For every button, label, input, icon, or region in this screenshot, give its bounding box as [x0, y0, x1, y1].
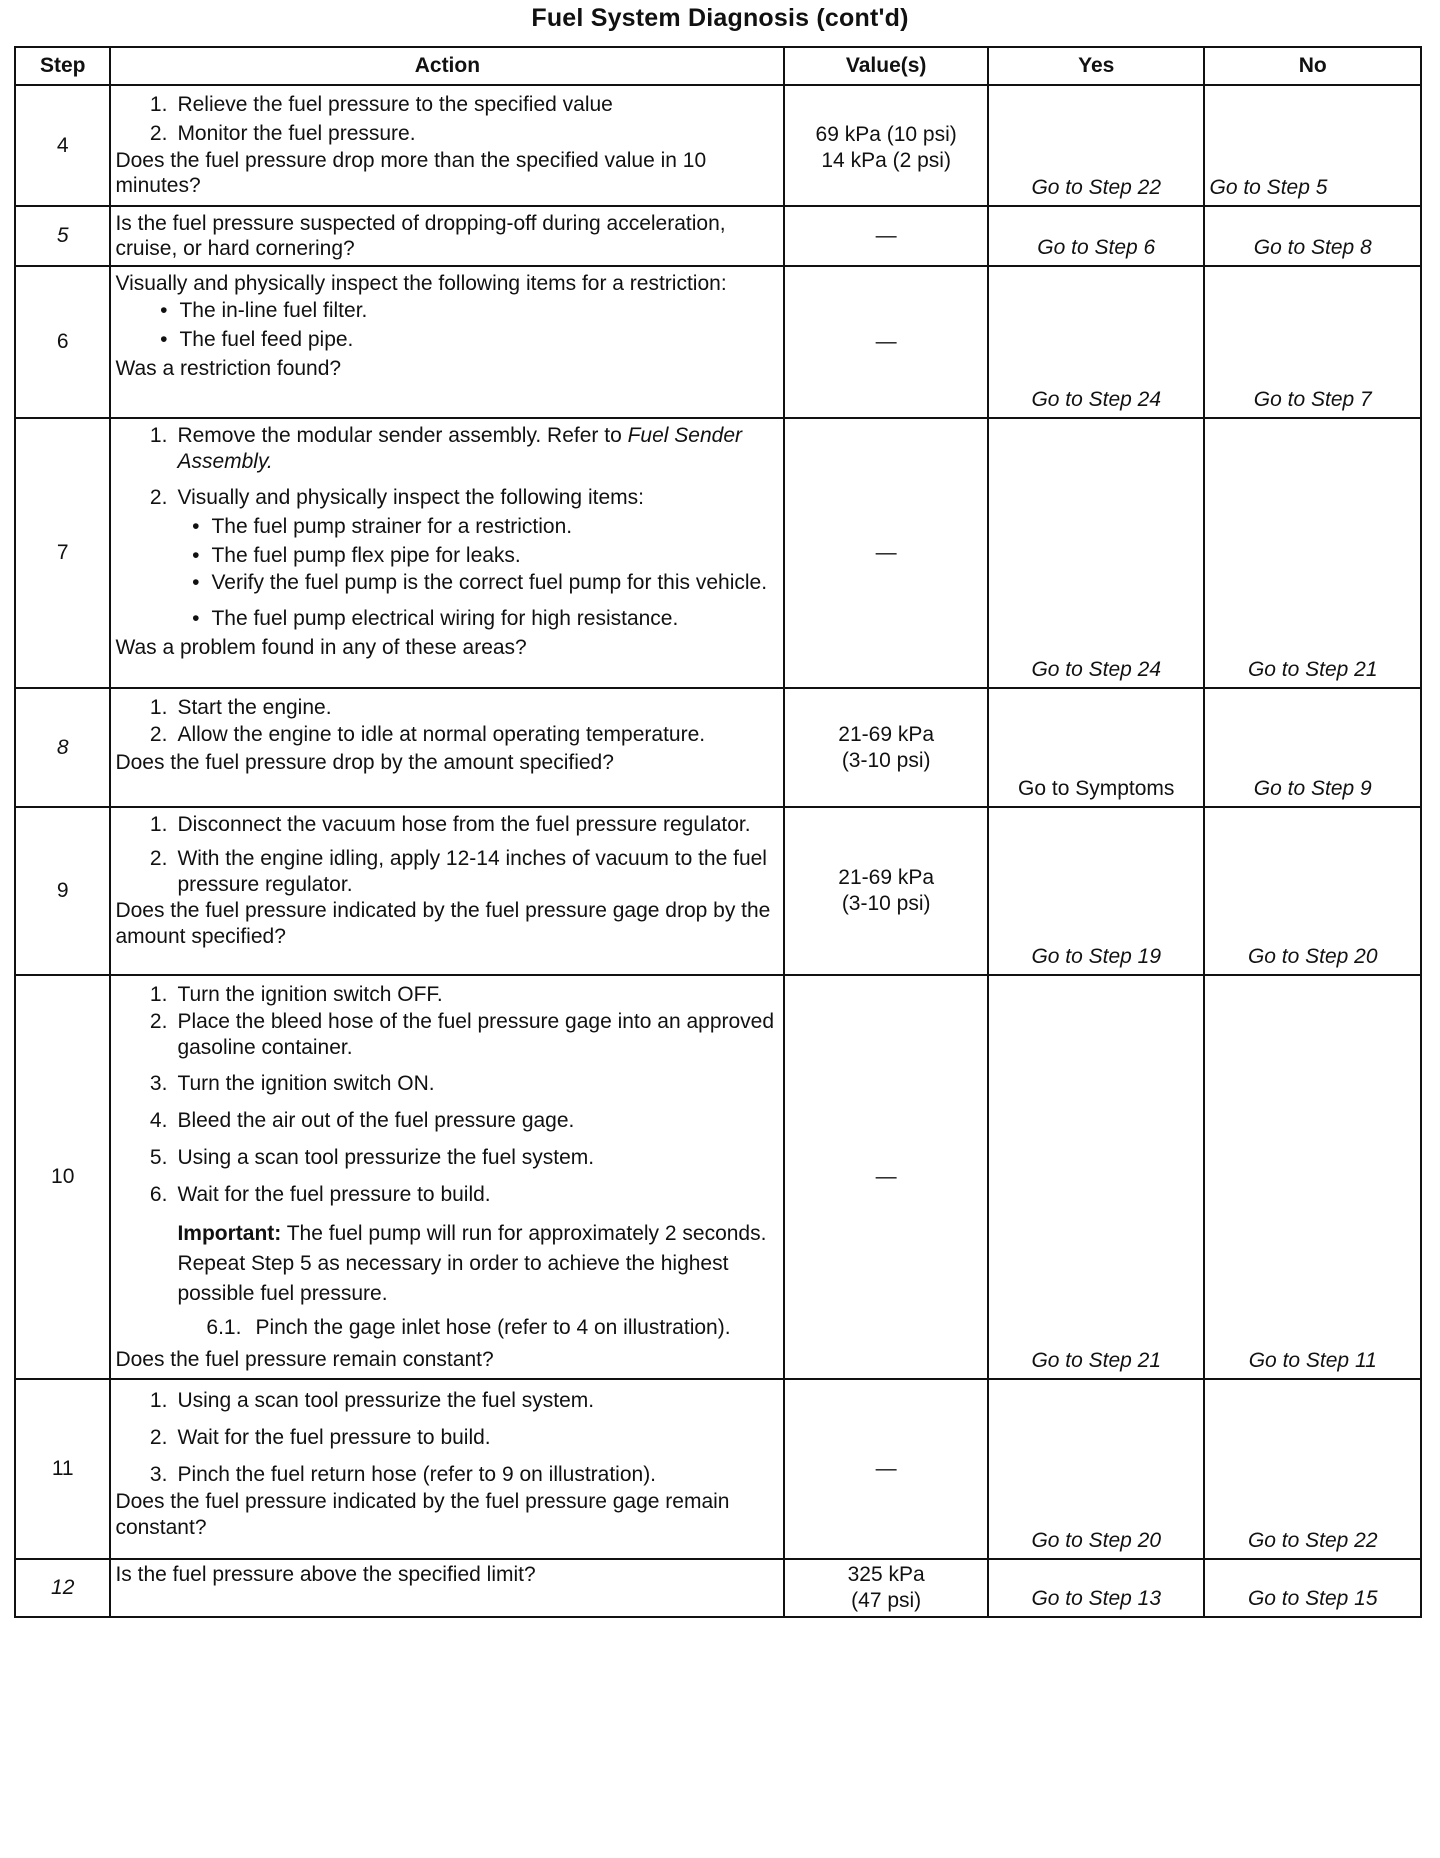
no-cell: Go to Step 7	[1204, 266, 1421, 418]
action-item: Place the bleed hose of the fuel pressure gage into an approved gasoline container.	[177, 1010, 775, 1059]
action-cell	[110, 1559, 784, 1617]
action-cell	[110, 266, 784, 418]
action-item: Remove the modular sender assembly. Refer to	[177, 424, 628, 447]
action-item: Allow the engine to idle at normal operating temperature.	[177, 723, 706, 746]
step-number: 12	[15, 1559, 110, 1617]
action-intro: Visually and physically inspect the following items for a restriction:	[115, 272, 727, 295]
action-item: Turn the ignition switch ON.	[177, 1072, 435, 1095]
action-item: Wait for the fuel pressure to build.	[177, 1426, 491, 1449]
step-number: 5	[15, 206, 110, 266]
action-item: With the engine idling, apply 12-14 inches of vacuum to the fuel pressure regulator.	[177, 847, 767, 896]
value-cell	[784, 807, 988, 975]
table-row	[15, 1379, 1421, 1559]
yes-cell: Go to Step 19	[988, 807, 1204, 975]
value-line: (47 psi)	[851, 1589, 922, 1612]
action-item: Disconnect the vacuum hose from the fuel pressure regulator.	[177, 813, 751, 836]
table-row	[15, 975, 1421, 1379]
item-number: 1.	[149, 813, 168, 836]
yes-cell: Go to Step 24	[988, 266, 1204, 418]
action-item: The fuel pump flex pipe for leaks.	[211, 544, 521, 567]
header-no: No	[1204, 47, 1421, 85]
table-row	[15, 688, 1421, 807]
item-number: 6.	[149, 1183, 168, 1206]
item-number: 2.	[149, 847, 168, 870]
value-cell: —	[784, 266, 988, 418]
value-line: 14 kPa (2 psi)	[821, 149, 951, 172]
table-row	[15, 1559, 1421, 1617]
action-cell	[110, 688, 784, 807]
header-row	[15, 47, 1421, 85]
action-item: Monitor the fuel pressure.	[177, 122, 416, 145]
action-cell	[110, 206, 784, 266]
item-number: 1.	[149, 424, 168, 447]
action-question: Does the fuel pressure drop by the amount specified?	[115, 751, 614, 774]
bullet-icon: •	[192, 515, 200, 538]
action-item: Pinch the fuel return hose (refer to 9 on illustration).	[177, 1463, 657, 1486]
table-row	[15, 418, 1421, 688]
value-line: 325 kPa	[847, 1563, 925, 1586]
item-number: 2.	[149, 1426, 168, 1449]
item-number: 1.	[149, 983, 168, 1006]
action-item: The fuel pump strainer for a restriction.	[211, 515, 573, 538]
item-number: 1.	[149, 696, 168, 719]
action-question: Does the fuel pressure indicated by the fuel pressure gage remain constant?	[115, 1490, 730, 1539]
yes-cell: Go to Step 6	[988, 206, 1204, 266]
no-cell: Go to Step 8	[1204, 206, 1421, 266]
action-cell	[110, 1379, 784, 1559]
bullet-icon: •	[192, 607, 200, 630]
step-number: 4	[15, 85, 110, 206]
action-item: Bleed the air out of the fuel pressure gage.	[177, 1109, 575, 1132]
item-number: 6.1.	[206, 1316, 242, 1339]
action-question: Is the fuel pressure above the specified limit?	[115, 1563, 536, 1586]
no-cell: Go to Step 11	[1204, 975, 1421, 1379]
action-cell	[110, 85, 784, 206]
action-item: Wait for the fuel pressure to build.	[177, 1183, 491, 1206]
value-line: (3-10 psi)	[841, 748, 931, 772]
important-text: The fuel pump will run for approximately 2 seconds. Repeat Step 5 as necessary in order to achieve the highest possible fuel pressure.	[177, 1222, 767, 1305]
action-question: Does the fuel pressure indicated by the fuel pressure gage drop by the amount specified?	[115, 899, 771, 948]
action-question: Does the fuel pressure drop more than the specified value in 10 minutes?	[115, 149, 707, 197]
important-label: Important:	[177, 1222, 282, 1245]
important-note	[115, 1219, 777, 1309]
item-number: 2.	[149, 486, 168, 509]
item-number: 2.	[149, 1010, 168, 1033]
item-number: 3.	[149, 1072, 168, 1095]
diagnosis-table	[14, 46, 1422, 1618]
value-cell: —	[784, 975, 988, 1379]
item-number: 1.	[149, 93, 168, 116]
page-title: Fuel System Diagnosis (cont'd)	[531, 4, 909, 32]
reference-link[interactable]: Fuel Sender Assembly.	[177, 424, 742, 473]
value-cell	[784, 85, 988, 206]
header-yes: Yes	[988, 47, 1204, 85]
step-number: 10	[15, 975, 110, 1379]
value-cell: —	[784, 1379, 988, 1559]
action-item: Start the engine.	[177, 696, 332, 719]
action-item: The fuel feed pipe.	[179, 328, 354, 351]
table-row	[15, 807, 1421, 975]
value-line: 69 kPa (10 psi)	[815, 123, 957, 146]
item-number: 2.	[149, 723, 168, 746]
value-cell	[784, 1559, 988, 1617]
header-step: Step	[15, 47, 110, 85]
value-cell	[784, 688, 988, 807]
value-cell: —	[784, 206, 988, 266]
table-row	[15, 206, 1421, 266]
action-cell	[110, 807, 784, 975]
yes-cell: Go to Step 20	[988, 1379, 1204, 1559]
bullet-icon: •	[192, 571, 200, 594]
action-item: Turn the ignition switch OFF.	[177, 983, 443, 1006]
action-cell	[110, 418, 784, 688]
action-item: Relieve the fuel pressure to the specified value	[177, 93, 613, 116]
action-cell	[110, 975, 784, 1379]
no-cell: Go to Step 22	[1204, 1379, 1421, 1559]
no-cell: Go to Step 15	[1204, 1559, 1421, 1617]
value-line: 21-69 kPa	[838, 866, 935, 889]
action-item: The in-line fuel filter.	[179, 299, 368, 322]
no-cell: Go to Step 20	[1204, 807, 1421, 975]
step-number: 7	[15, 418, 110, 688]
item-number: 5.	[149, 1146, 168, 1169]
bullet-icon: •	[160, 299, 168, 322]
value-cell: —	[784, 418, 988, 688]
item-number: 1.	[149, 1389, 168, 1412]
action-item: Using a scan tool pressurize the fuel system.	[177, 1389, 595, 1412]
no-cell: Go to Step 9	[1204, 688, 1421, 807]
action-question: Is the fuel pressure suspected of dropping-off during acceleration, cruise, or hard cornering?	[115, 212, 726, 260]
bullet-icon: •	[192, 544, 200, 567]
step-number: 11	[15, 1379, 110, 1559]
step-number: 9	[15, 807, 110, 975]
action-item: Verify the fuel pump is the correct fuel pump for this vehicle.	[211, 571, 768, 594]
item-number: 4.	[149, 1109, 168, 1132]
action-question: Was a restriction found?	[115, 357, 342, 380]
step-number: 6	[15, 266, 110, 418]
bullet-icon: •	[160, 328, 168, 351]
table-row	[15, 85, 1421, 206]
table-row	[15, 266, 1421, 418]
header-action: Action	[110, 47, 784, 85]
yes-cell: Go to Symptoms	[988, 688, 1204, 807]
action-question: Was a problem found in any of these areas?	[115, 636, 527, 659]
action-item: Using a scan tool pressurize the fuel system.	[177, 1146, 595, 1169]
value-line: 21-69 kPa	[838, 722, 935, 746]
no-cell: Go to Step 5	[1204, 85, 1421, 206]
item-number: 2.	[149, 122, 168, 145]
action-item: The fuel pump electrical wiring for high resistance.	[211, 607, 679, 630]
yes-cell: Go to Step 21	[988, 975, 1204, 1379]
no-cell: Go to Step 21	[1204, 418, 1421, 688]
header-values: Value(s)	[784, 47, 988, 85]
step-number: 8	[15, 688, 110, 807]
item-number: 3.	[149, 1463, 168, 1486]
value-line: (3-10 psi)	[841, 892, 931, 915]
action-item: Pinch the gage inlet hose (refer to 4 on illustration).	[255, 1316, 731, 1339]
action-item: Visually and physically inspect the following items:	[177, 486, 644, 509]
yes-cell: Go to Step 22	[988, 85, 1204, 206]
yes-cell: Go to Step 13	[988, 1559, 1204, 1617]
yes-cell: Go to Step 24	[988, 418, 1204, 688]
action-question: Does the fuel pressure remain constant?	[115, 1348, 494, 1371]
